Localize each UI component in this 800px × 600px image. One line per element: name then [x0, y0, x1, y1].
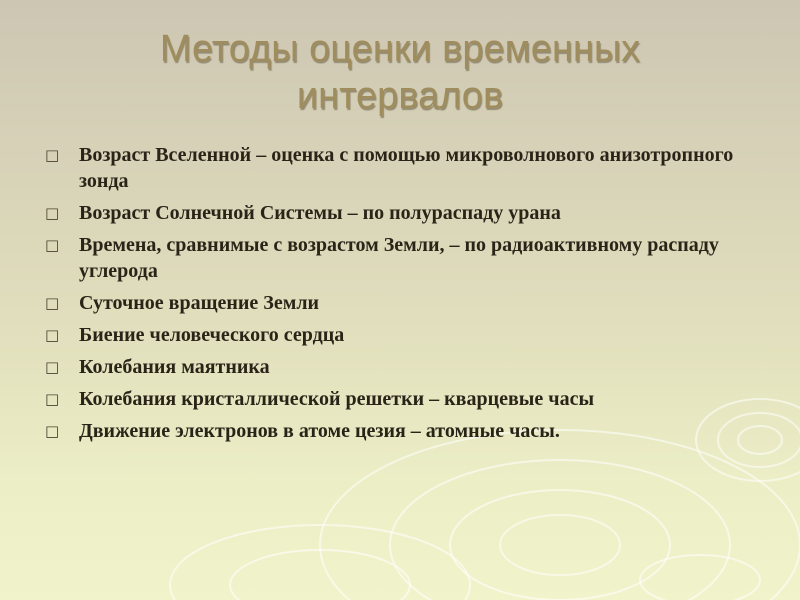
bullet-text: Времена, сравнимые с возрастом Земли, – по радиоактивному распаду углерода	[79, 234, 719, 282]
square-bullet-icon: □	[45, 326, 60, 344]
slide-title: Методы оценки временных интервалов	[159, 28, 641, 117]
bullet-item	[45, 418, 765, 444]
square-bullet-icon: □	[45, 204, 60, 222]
bullet-text: Колебания кристаллической решетки – кварцевые часы	[79, 388, 595, 410]
bullet-item	[45, 290, 765, 316]
bullet-item	[45, 354, 765, 380]
square-bullet-icon: □	[45, 358, 60, 376]
bullet-text: Движение электронов в атоме цезия – атомные часы.	[79, 420, 560, 442]
bullet-text: Возраст Вселенной – оценка с помощью микроволнового анизотропного зонда	[79, 144, 734, 192]
bullet-text: Биение человеческого сердца	[79, 324, 345, 346]
square-bullet-icon: □	[45, 390, 60, 408]
bullet-item	[45, 232, 765, 284]
square-bullet-icon: □	[45, 146, 60, 164]
bullet-text: Возраст Солнечной Системы – по полураспаду урана	[79, 202, 561, 224]
square-bullet-icon: □	[45, 422, 60, 440]
bullet-list	[45, 142, 765, 450]
bullet-item	[45, 142, 765, 194]
bullet-item	[45, 386, 765, 412]
bullet-item	[45, 322, 765, 348]
bullet-text: Колебания маятника	[79, 356, 270, 378]
square-bullet-icon: □	[45, 294, 60, 312]
bullet-item	[45, 200, 765, 226]
square-bullet-icon: □	[45, 236, 60, 254]
bullet-text: Суточное вращение Земли	[79, 292, 320, 314]
